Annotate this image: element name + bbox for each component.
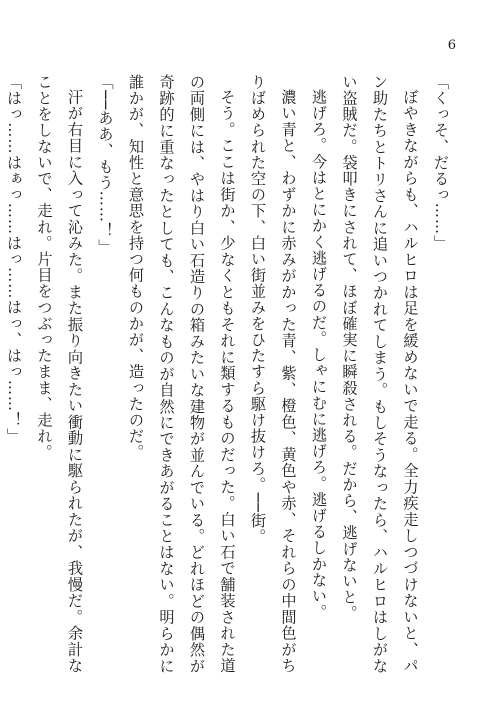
paragraph-7: 汗が右目に入って沁みた。また振り向きたい衝動に駆られたが、我慢だ。余計なことをしないで、走れ。片目をつぶったまま、走れ。 xyxy=(35,74,84,674)
paragraph-6: 「──ああ、もう……！」 xyxy=(96,74,115,256)
paragraph-4: 濃い青と、わずかに赤みがかった青、紫、橙色、黄色や赤、それらの中間色がちりばめられた空の下、白い街並みをひたすら駆け抜けろ。──街。 xyxy=(249,74,298,674)
paragraph-2: ぼやきながらも、ハルヒロは足を緩めないで走る。全力疾走しつづけないと、パン助たちとトリさんに追いつかれてしまう。もしそうなったら、ハルヒロはしがない盗賊だ。袋叩きにされて、ほぼ確実に瞬殺される。だから、逃げないと。 xyxy=(340,74,420,674)
paragraph-5: そう。ここは街か、少なくともそれに類するものだった。白い石で舗装された道の両側には、やはり白い石造りの箱みたいな建物が並んでいる。どれほどの偶然が奇跡的に重なったとしても、こんなものが自然にできあがることはない。明らかに誰かが、知性と意思を持つ何ものかが、造ったのだ。 xyxy=(127,74,237,674)
page-number: 6 xyxy=(447,38,456,53)
paragraph-1: 「くっそ、だるっ……」 xyxy=(432,74,450,252)
paragraph-8: 「はっ……はぁっ……はっ……はっ、はっ……！」 xyxy=(5,74,23,445)
paragraph-3: 逃げろ。今はとにかく逃げるのだ。しゃにむに逃げろ。逃げるしかない。 xyxy=(310,89,328,621)
vertical-text-body xyxy=(5,74,456,674)
